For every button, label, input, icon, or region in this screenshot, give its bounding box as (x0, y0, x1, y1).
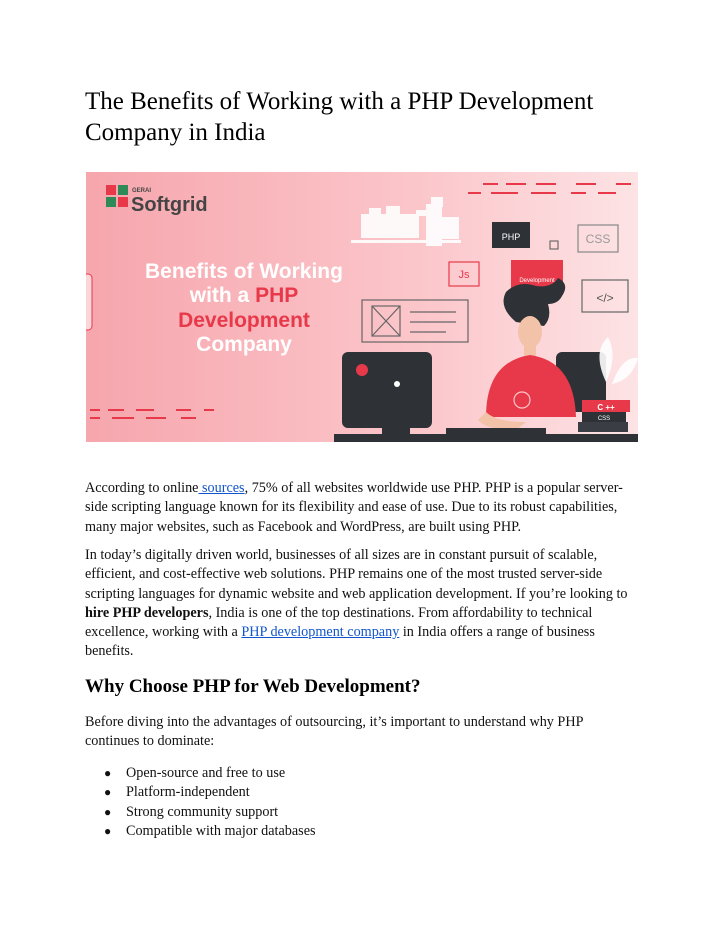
article-title: The Benefits of Working with a PHP Development Company in India (85, 88, 594, 146)
svg-text:C ++: C ++ (597, 403, 615, 412)
headline-line-4: Company (196, 333, 292, 356)
headline-line-2a: with a (189, 284, 256, 307)
bullet-icon: ● (104, 804, 112, 819)
sources-link[interactable]: sources (198, 480, 245, 496)
svg-text:PHP: PHP (501, 232, 521, 242)
list-item: ● Strong community support (85, 803, 316, 822)
brand-small: GERAI (132, 188, 152, 194)
bold-hire-php-developers: hire PHP developers (85, 604, 209, 621)
headline-line-2b: PHP (255, 284, 299, 307)
headline-line-1: Benefits of Working (145, 260, 343, 283)
desk (334, 434, 638, 442)
list-item: ● Compatible with major databases (85, 822, 316, 841)
svg-text:</>: </> (596, 291, 614, 305)
svg-text:Js: Js (458, 269, 470, 281)
php-tag (492, 222, 530, 248)
benefits-list (85, 764, 316, 841)
books-stack (578, 400, 630, 432)
svg-text:with a PHP (189, 284, 299, 307)
hero-banner-image (86, 172, 638, 442)
svg-text:Development: Development (519, 278, 555, 284)
svg-text:CSS: CSS (597, 416, 611, 422)
brand-name: Softgrid (131, 194, 208, 216)
paragraph-intro: According to online sources, 75% of all websites worldwide use PHP. PHP is a popular server-side scripting language known for its flexibility and ease of use. Due to its robust capabilities, many major websites, such as Facebook and WordPress, are built using PHP. (85, 480, 623, 535)
paragraph-context: In today’s digitally driven world, businesses of all sizes are in constant pursuit of scalable, efficient, and cost-effective web solutions. PHP remains one of the most trusted server-side scripting languages for dynamic website and web application development. If you’re looking to hire PHP developers, India is one of the top destinations. From affordability to technical excellence, working with a PHP development company in India offers a range of business benefits. (85, 547, 628, 660)
svg-text:CSS: CSS (585, 232, 611, 246)
section-heading: Why Choose PHP for Web Development? (85, 676, 421, 697)
headline-line-3: Development (178, 309, 310, 332)
section-intro: Before diving into the advantages of outsourcing, it’s important to understand why PHP continues to dominate: (85, 714, 583, 750)
list-item: ● Platform-independent (85, 783, 316, 802)
bullet-icon: ● (104, 823, 112, 838)
monitor-illustration (342, 352, 432, 434)
list-item: ● Open-source and free to use (85, 764, 316, 783)
php-development-company-link[interactable]: PHP development company (241, 624, 400, 641)
bullet-icon: ● (104, 766, 112, 780)
bullet-icon: ● (104, 785, 112, 800)
